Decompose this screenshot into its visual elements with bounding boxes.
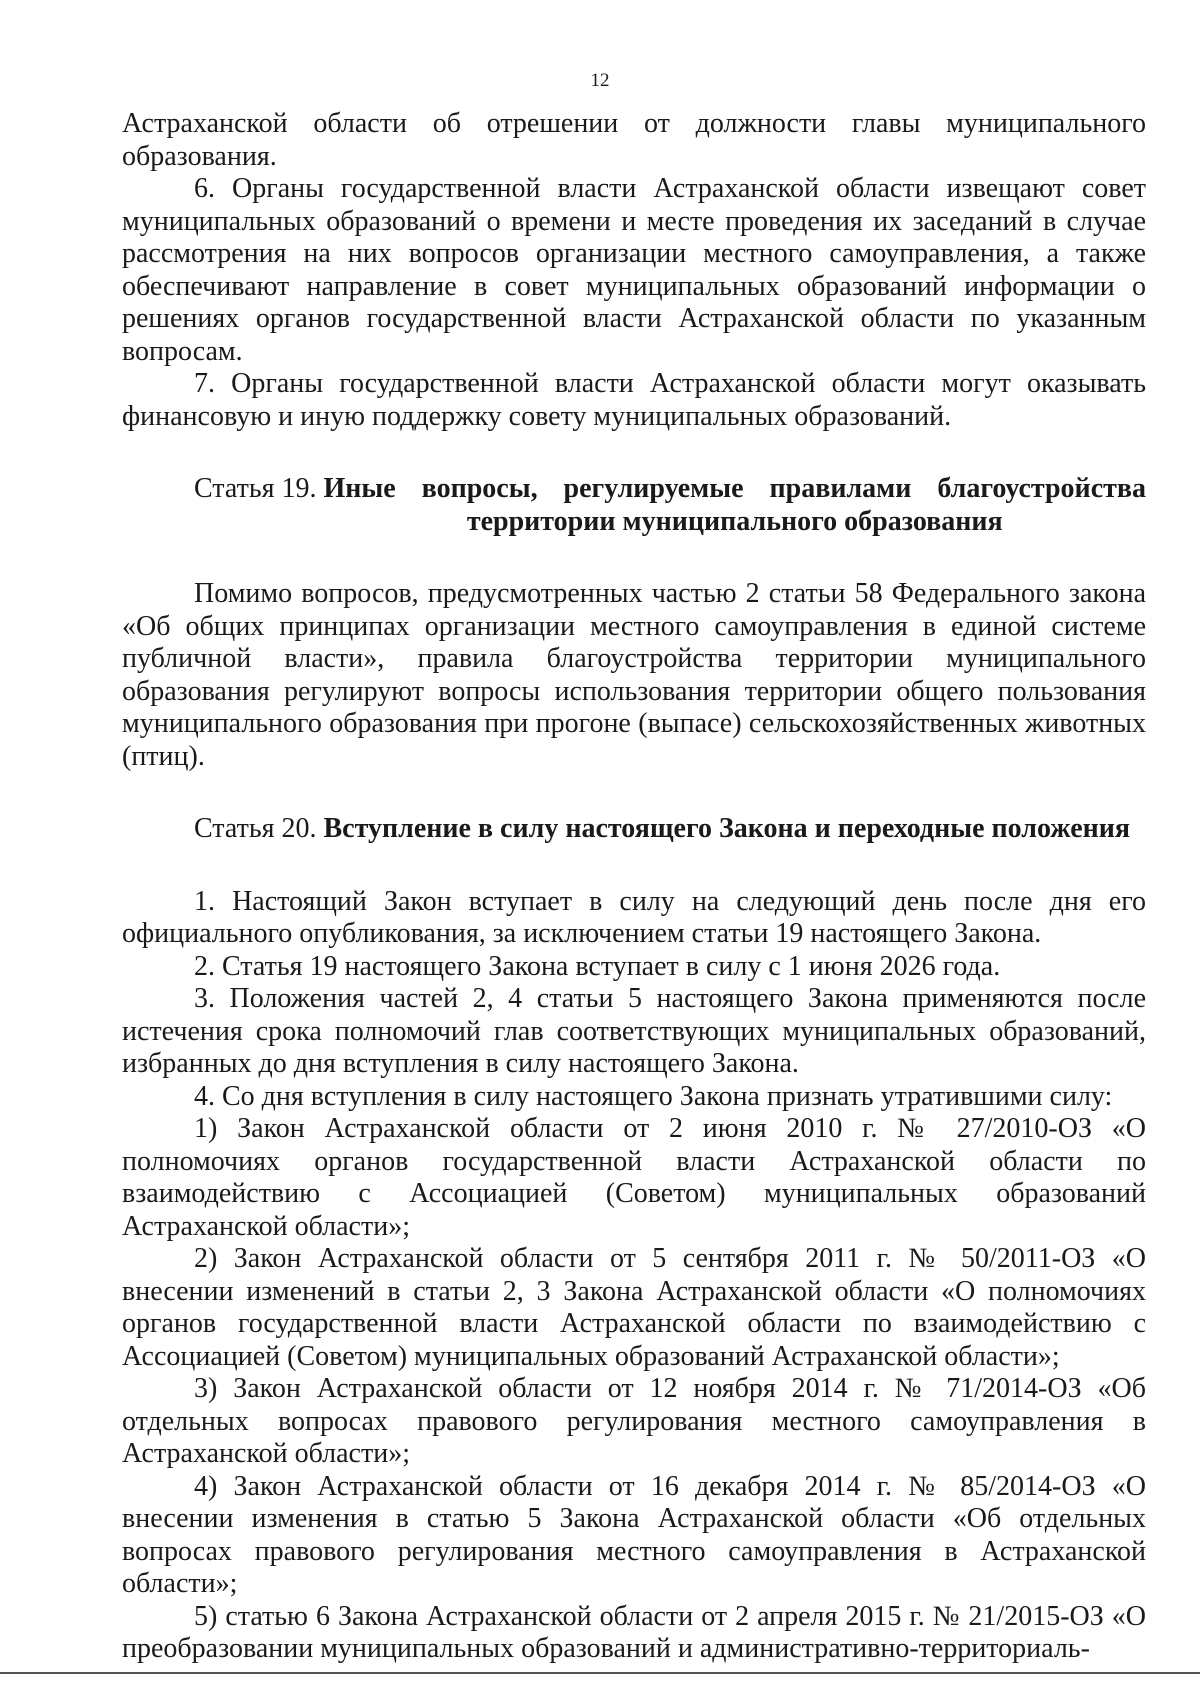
article-20-list-item: 5) статью 6 Закона Астраханской области от 2 апреля 2015 г. № 21/2015-ОЗ «О преобразовании муниципальных образований и административно-территориаль-: [122, 1600, 1146, 1664]
page-number: 12: [590, 70, 610, 91]
article-20-paragraph: 1. Настоящий Закон вступает в силу на следующий день после дня его официального опубликования, за исключением статьи 19 настоящего Закона.: [122, 885, 1146, 949]
document-body: [122, 108, 1146, 1666]
bottom-divider: [0, 1672, 1200, 1674]
article-20-paragraph: 2. Статья 19 настоящего Закона вступает в силу с 1 июня 2026 года.: [194, 950, 1001, 982]
paragraph-6: 6. Органы государственной власти Астраханской области извещают совет муниципальных образований о времени и месте проведения их заседаний в случае рассмотрения на них вопросов организации местного самоуправления, а также обеспечивают направление в совет муниципальных образований информации о решениях органов государственной власти Астраханской области по указанным вопросам.: [122, 173, 1146, 367]
article-19-title: Иные вопросы, регулируемые правилами благоустройства территории муниципального образования: [323, 473, 1146, 537]
article-20-title: Вступление в силу настоящего Закона и переходные положения: [323, 813, 1131, 844]
article-20-heading: [194, 813, 1146, 846]
article-20-list-item: 4) Закон Астраханской области от 16 декабря 2014 г. № 85/2014-ОЗ «О внесении изменения в статью 5 Закона Астраханской области «Об отдельных вопросах правового регулирования местного самоуправления в Астраханской области»;: [122, 1470, 1146, 1599]
paragraph-continuation: Астраханской области об отрешении от должности главы муниципального образования.: [122, 108, 1146, 172]
paragraph-7: 7. Органы государственной власти Астраханской области могут оказывать финансовую и иную поддержку совету муниципальных образований.: [122, 368, 1146, 432]
article-19-text: Помимо вопросов, предусмотренных частью 2 статьи 58 Федерального закона «Об общих принципах организации местного самоуправления в единой системе публичной власти», правила благоустройства территории муниципального образования регулируют вопросы использования территории общего пользования муниципального образования при прогоне (выпасе) сельскохозяйственных животных (птиц).: [122, 578, 1146, 772]
article-20-list-item: 3) Закон Астраханской области от 12 ноября 2014 г. № 71/2014-ОЗ «Об отдельных вопросах правового регулирования местного самоуправления в Астраханской области»;: [122, 1373, 1146, 1469]
article-20-list-item: 1) Закон Астраханской области от 2 июня 2010 г. № 27/2010-ОЗ «О полномочиях органов государственной власти Астраханской области по взаимодействию с Ассоциацией (Советом) муниципальных образований Астраханской области»;: [122, 1113, 1146, 1242]
article-19-prefix: Статья 19.: [194, 473, 324, 504]
article-20-paragraph: 4. Со дня вступления в силу настоящего Закона признать утратившими силу:: [194, 1080, 1113, 1112]
article-20-paragraph: 3. Положения частей 2, 4 статьи 5 настоящего Закона применяются после истечения срока полномочий глав соответствующих муниципальных образований, избранных до дня вступления в силу настоящего Закона.: [122, 983, 1146, 1079]
article-20-prefix: Статья 20.: [194, 813, 324, 844]
article-20-list-item: 2) Закон Астраханской области от 5 сентября 2011 г. № 50/2011-ОЗ «О внесении изменений в статьи 2, 3 Закона Астраханской области «О полномочиях органов государственной власти Астраханской области по взаимодействию с Ассоциацией (Советом) муниципальных образований Астраханской области»;: [122, 1243, 1146, 1372]
article-19-heading: [194, 473, 1146, 538]
